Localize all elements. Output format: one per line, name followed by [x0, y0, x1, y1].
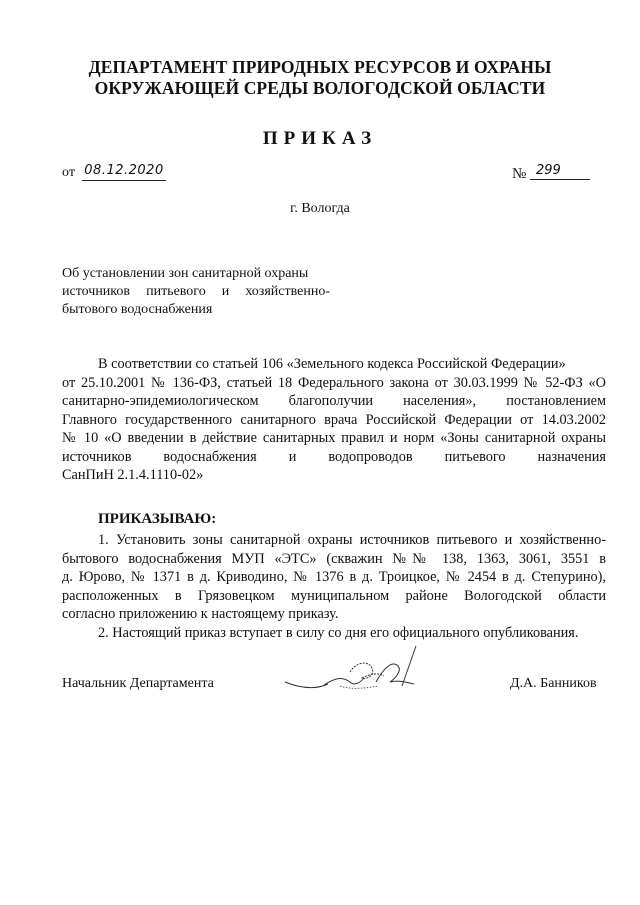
order-item-line: согласно приложению к настоящему приказу. — [62, 606, 339, 622]
order-item-line: 1. Установить зоны санитарной охраны источников питьевого и хозяйственно- — [98, 532, 606, 548]
subject-block — [62, 265, 330, 319]
preamble-line: источников водоснабжения и водопроводов питьевого назначения — [62, 448, 606, 465]
order-heading: ПРИКАЗЫВАЮ: — [98, 511, 217, 527]
department-header-line-1: ДЕПАРТАМЕНТ ПРИРОДНЫХ РЕСУРСОВ И ОХРАНЫ — [88, 57, 552, 77]
preamble-line: СанПиН 2.1.4.1110-02» — [62, 467, 204, 483]
document-title: ПРИКАЗ — [262, 128, 378, 149]
subject-line: источников питьевого и хозяйственно- — [62, 284, 330, 299]
handwritten-date: 08.12.2020 — [82, 163, 166, 181]
order-item-line: 2. Настоящий приказ вступает в силу со дня его официального опубликования. — [98, 624, 579, 641]
date-prefix: от — [62, 165, 75, 180]
subject-line: Об установлении зон санитарной охраны — [62, 266, 309, 281]
preamble-line: В соответствии со статьей 106 «Земельного кодекса Российской Федерации» — [98, 356, 566, 372]
signatory-name: Д.А. Банников — [510, 676, 597, 691]
department-header-line-2: ОКРУЖАЮЩЕЙ СРЕДЫ ВОЛОГОДСКОЙ ОБЛАСТИ — [94, 78, 546, 98]
order-item-line: бытового водоснабжения МУП «ЭТС» (скважин №№ 138, 1363, 3061, 3551 в — [62, 550, 606, 567]
preamble-paragraph — [62, 355, 606, 485]
signature-graphic — [280, 638, 430, 698]
handwritten-signature — [280, 638, 430, 703]
preamble-line: санитарно-эпидемиологическом благополучии населения», постановлением — [62, 393, 606, 409]
number-prefix: № — [512, 166, 527, 182]
preamble-line: Главного государственного санитарного врача Российской Федерации от 14.03.2002 — [62, 411, 606, 428]
subject-line: бытового водоснабжения — [62, 302, 213, 317]
signatory-title: Начальник Департамента — [62, 676, 214, 691]
preamble-line: № 10 «О введении в действие санитарных правил и норм «Зоны санитарной охраны — [62, 430, 606, 446]
preamble-line: от 25.10.2001 № 136-ФЗ, статьей 18 Федерального закона от 30.03.1999 № 52-ФЗ «О — [62, 374, 606, 391]
order-items — [62, 531, 606, 642]
order-item-line: д. Юрово, № 1371 в д. Криводино, № 1376 в д. Троицкое, № 2454 в д. Степурино), — [62, 569, 606, 585]
handwritten-number: 299 — [530, 163, 590, 180]
order-item-line: расположенных в Грязовецком муниципальном районе Вологодской области — [62, 587, 606, 604]
city-line: г. Вологда — [290, 201, 350, 216]
